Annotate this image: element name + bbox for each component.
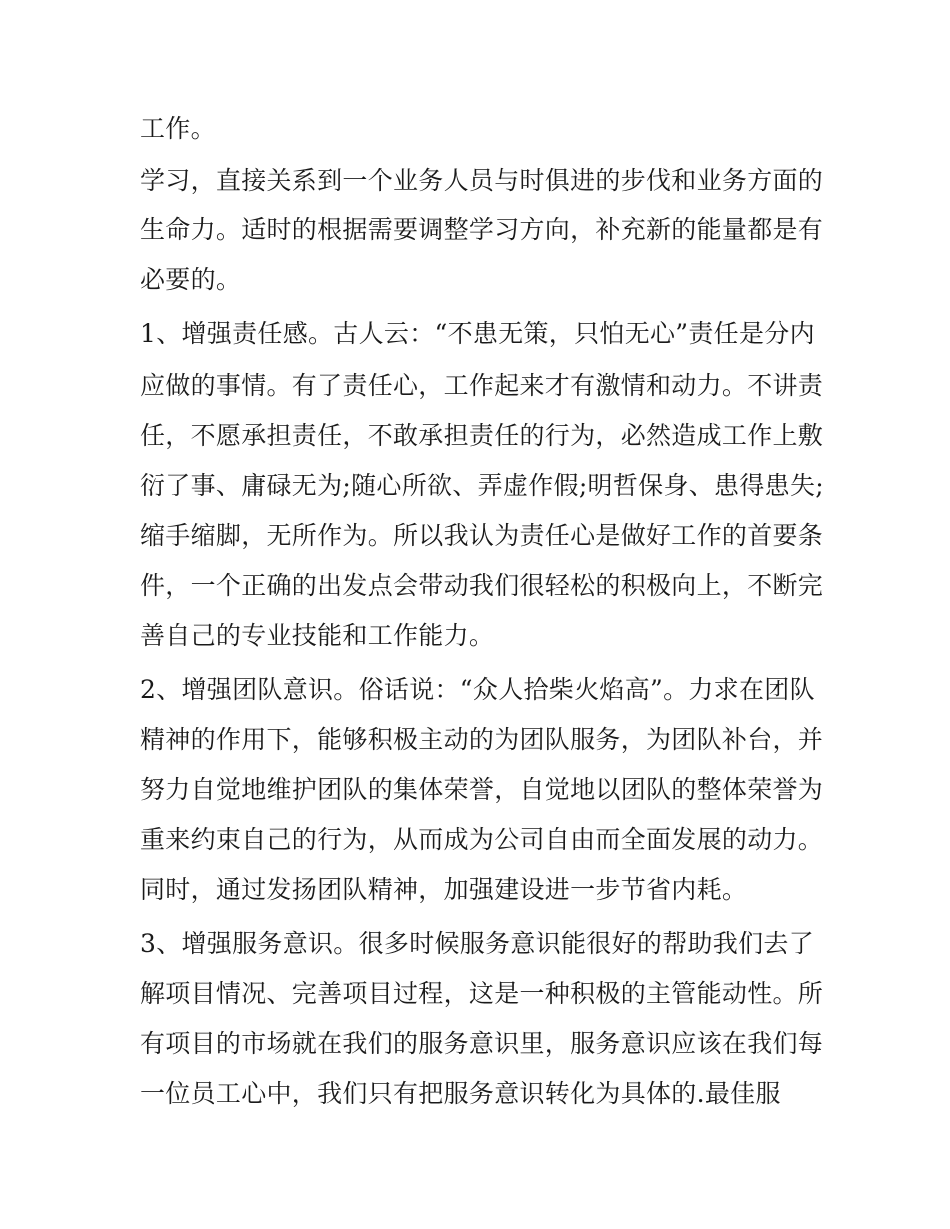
text-line: 必要的。 bbox=[140, 265, 242, 294]
text-line: 努力自觉地维护团队的集体荣誉，自觉地以团队的整体荣誉为 bbox=[140, 775, 824, 804]
text-line: 善自己的专业技能和工作能力。 bbox=[140, 621, 495, 650]
text-line: 任，不愿承担责任，不敢承担责任的行为，必然造成工作上敷 bbox=[140, 421, 824, 450]
text-line: 有项目的市场就在我们的服务意识里，服务意识应该在我们每 bbox=[140, 1029, 824, 1058]
text-line: 应做的事情。有了责任心，工作起来才有激情和动力。不讲责 bbox=[140, 371, 824, 400]
text-line: 同时，通过发扬团队精神，加强建设进一步节省内耗。 bbox=[140, 875, 748, 904]
text-line: 2、增强团队意识。俗话说：“众人拾柴火焰高”。力求在团队 bbox=[140, 675, 815, 704]
text-line: 学习，直接关系到一个业务人员与时俱进的步伐和业务方面的 bbox=[140, 166, 824, 195]
text-line: 件，一个正确的出发点会带动我们很轻松的积极向上，不断完 bbox=[140, 571, 824, 600]
text-line: 重来约束自己的行为，从而成为公司自由而全面发展的动力。 bbox=[140, 825, 824, 854]
text-line: 工作。 bbox=[140, 114, 216, 143]
text-line: 一位员工心中，我们只有把服务意识转化为具体的.最佳服 bbox=[140, 1079, 781, 1108]
text-line: 1、增强责任感。古人云：“不患无策，只怕无心”责任是分内 bbox=[140, 319, 815, 348]
text-line: 3、增强服务意识。很多时候服务意识能很好的帮助我们去了 bbox=[140, 929, 815, 958]
text-line: 生命力。适时的根据需要调整学习方向，补充新的能量都是有 bbox=[140, 215, 824, 244]
text-line: 解项目情况、完善项目过程，这是一种积极的主管能动性。所 bbox=[140, 979, 824, 1008]
text-line: 精神的作用下，能够积极主动的为团队服务，为团队补台，并 bbox=[140, 725, 824, 754]
text-line: 缩手缩脚，无所作为。所以我认为责任心是做好工作的首要条 bbox=[140, 521, 824, 550]
text-line: 衍了事、庸碌无为;随心所欲、弄虚作假;明哲保身、患得患失; bbox=[140, 471, 824, 500]
